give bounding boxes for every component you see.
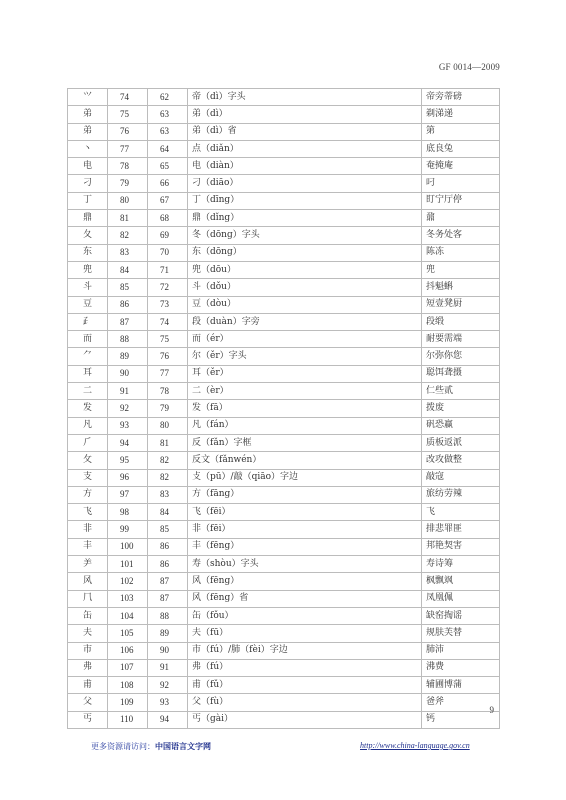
cell-component: ⺪ bbox=[68, 313, 108, 330]
cell-name: 父（fù） bbox=[188, 694, 422, 711]
cell-seq: 94 bbox=[108, 434, 148, 451]
cell-component: 夂 bbox=[68, 227, 108, 244]
cell-seq: 102 bbox=[108, 573, 148, 590]
cell-component: 发 bbox=[68, 400, 108, 417]
cell-name: 弟（dì） bbox=[188, 106, 422, 123]
table-row bbox=[68, 296, 500, 313]
cell-examples: 帝旁蒂磅 bbox=[422, 89, 500, 106]
cell-seq: 83 bbox=[108, 244, 148, 261]
cell-name: 刁（diāo） bbox=[188, 175, 422, 192]
cell-name: 段（duàn）字旁 bbox=[188, 313, 422, 330]
cell-seq: 81 bbox=[108, 210, 148, 227]
cell-group: 92 bbox=[148, 677, 188, 694]
cell-name: 而（ér） bbox=[188, 331, 422, 348]
cell-component: 甫 bbox=[68, 677, 108, 694]
cell-examples: 沸费 bbox=[422, 659, 500, 676]
cell-component: 市 bbox=[68, 642, 108, 659]
table-row bbox=[68, 210, 500, 227]
cell-name: 豆（dòu） bbox=[188, 296, 422, 313]
table-row bbox=[68, 434, 500, 451]
cell-group: 66 bbox=[148, 175, 188, 192]
cell-seq: 75 bbox=[108, 106, 148, 123]
cell-seq: 93 bbox=[108, 417, 148, 434]
table-row bbox=[68, 469, 500, 486]
cell-examples: 凤凰佩 bbox=[422, 590, 500, 607]
cell-examples: 耐要需端 bbox=[422, 331, 500, 348]
cell-component: 飞 bbox=[68, 504, 108, 521]
table-row bbox=[68, 365, 500, 382]
table-row bbox=[68, 279, 500, 296]
cell-name: 兜（dōu） bbox=[188, 261, 422, 278]
cell-seq: 106 bbox=[108, 642, 148, 659]
cell-seq: 97 bbox=[108, 486, 148, 503]
cell-seq: 89 bbox=[108, 348, 148, 365]
cell-group: 89 bbox=[148, 625, 188, 642]
cell-seq: 86 bbox=[108, 296, 148, 313]
cell-name: 耳（ěr） bbox=[188, 365, 422, 382]
cell-examples: 盯宁厅停 bbox=[422, 192, 500, 209]
page-number: 9 bbox=[489, 705, 494, 715]
footer-prefix: 更多资源请访问： bbox=[91, 742, 155, 751]
cell-seq: 82 bbox=[108, 227, 148, 244]
cell-examples: 底良兔 bbox=[422, 140, 500, 157]
cell-name: 反（fǎn）字框 bbox=[188, 434, 422, 451]
cell-component: ⺈ bbox=[68, 348, 108, 365]
cell-name: 飞（fēi） bbox=[188, 504, 422, 521]
cell-seq: 87 bbox=[108, 313, 148, 330]
cell-seq: 104 bbox=[108, 607, 148, 624]
table-row bbox=[68, 400, 500, 417]
table-row bbox=[68, 504, 500, 521]
cell-component: 二 bbox=[68, 383, 108, 400]
cell-group: 73 bbox=[148, 296, 188, 313]
cell-examples: 冬务处客 bbox=[422, 227, 500, 244]
cell-group: 82 bbox=[148, 452, 188, 469]
table-row bbox=[68, 89, 500, 106]
cell-examples: 段缎 bbox=[422, 313, 500, 330]
cell-examples: 寿诗筹 bbox=[422, 556, 500, 573]
table-row bbox=[68, 331, 500, 348]
cell-examples: 旅纺劳辣 bbox=[422, 486, 500, 503]
cell-examples: 仁些贰 bbox=[422, 383, 500, 400]
cell-name: 丁（dīng） bbox=[188, 192, 422, 209]
cell-group: 80 bbox=[148, 417, 188, 434]
table-row bbox=[68, 140, 500, 157]
table-row bbox=[68, 521, 500, 538]
cell-component: ⺍ bbox=[68, 89, 108, 106]
cell-name: 东（dōng） bbox=[188, 244, 422, 261]
cell-seq: 79 bbox=[108, 175, 148, 192]
cell-component: 耳 bbox=[68, 365, 108, 382]
cell-group: 79 bbox=[148, 400, 188, 417]
cell-group: 63 bbox=[148, 106, 188, 123]
cell-group: 86 bbox=[148, 538, 188, 555]
table-row bbox=[68, 677, 500, 694]
cell-name: 二（èr） bbox=[188, 383, 422, 400]
cell-examples: 枫飘飒 bbox=[422, 573, 500, 590]
cell-name: 甫（fǔ） bbox=[188, 677, 422, 694]
cell-examples: 第 bbox=[422, 123, 500, 140]
component-table bbox=[67, 88, 500, 729]
cell-examples: 辅圃博蒲 bbox=[422, 677, 500, 694]
table-row bbox=[68, 694, 500, 711]
table-row bbox=[68, 123, 500, 140]
cell-seq: 88 bbox=[108, 331, 148, 348]
cell-component: 夫 bbox=[68, 625, 108, 642]
cell-name: 反文（fǎnwén） bbox=[188, 452, 422, 469]
document-code: GF 0014—2009 bbox=[438, 62, 500, 72]
cell-examples: 排悲罪匪 bbox=[422, 521, 500, 538]
cell-group: 86 bbox=[148, 556, 188, 573]
cell-name: 凡（fán） bbox=[188, 417, 422, 434]
cell-examples: 敲寇 bbox=[422, 469, 500, 486]
cell-component: 丐 bbox=[68, 711, 108, 728]
cell-examples: 尔弥你您 bbox=[422, 348, 500, 365]
cell-group: 75 bbox=[148, 331, 188, 348]
cell-name: 非（fēi） bbox=[188, 521, 422, 538]
cell-seq: 105 bbox=[108, 625, 148, 642]
cell-examples: 爸斧 bbox=[422, 694, 500, 711]
cell-component: 支 bbox=[68, 469, 108, 486]
cell-seq: 95 bbox=[108, 452, 148, 469]
cell-group: 63 bbox=[148, 123, 188, 140]
cell-seq: 80 bbox=[108, 192, 148, 209]
cell-seq: 103 bbox=[108, 590, 148, 607]
cell-group: 71 bbox=[148, 261, 188, 278]
table-row bbox=[68, 642, 500, 659]
cell-component: 攵 bbox=[68, 452, 108, 469]
cell-component: 电 bbox=[68, 158, 108, 175]
cell-examples: 缺窑掏谣 bbox=[422, 607, 500, 624]
cell-seq: 74 bbox=[108, 89, 148, 106]
cell-component: 丁 bbox=[68, 192, 108, 209]
table-row bbox=[68, 573, 500, 590]
cell-group: 84 bbox=[148, 504, 188, 521]
cell-group: 87 bbox=[148, 573, 188, 590]
cell-component: 非 bbox=[68, 521, 108, 538]
cell-seq: 100 bbox=[108, 538, 148, 555]
cell-name: 缶（fǒu） bbox=[188, 607, 422, 624]
cell-name: 尔（ěr）字头 bbox=[188, 348, 422, 365]
cell-group: 77 bbox=[148, 365, 188, 382]
cell-seq: 109 bbox=[108, 694, 148, 711]
cell-component: 弟 bbox=[68, 106, 108, 123]
footer-resource-note bbox=[91, 741, 211, 752]
cell-seq: 76 bbox=[108, 123, 148, 140]
cell-examples: 钙 bbox=[422, 711, 500, 728]
cell-examples: 聪饵聋摄 bbox=[422, 365, 500, 382]
cell-name: 丰（fēng） bbox=[188, 538, 422, 555]
cell-seq: 91 bbox=[108, 383, 148, 400]
cell-name: 风（fēng） bbox=[188, 573, 422, 590]
cell-group: 83 bbox=[148, 486, 188, 503]
cell-examples: 矾恐赢 bbox=[422, 417, 500, 434]
cell-seq: 98 bbox=[108, 504, 148, 521]
cell-examples: 规肤芙替 bbox=[422, 625, 500, 642]
cell-group: 69 bbox=[148, 227, 188, 244]
cell-examples: 飞 bbox=[422, 504, 500, 521]
cell-examples: 奄掩庵 bbox=[422, 158, 500, 175]
table-row bbox=[68, 590, 500, 607]
cell-group: 91 bbox=[148, 659, 188, 676]
cell-group: 90 bbox=[148, 642, 188, 659]
cell-group: 70 bbox=[148, 244, 188, 261]
table-row bbox=[68, 313, 500, 330]
cell-component: 刁 bbox=[68, 175, 108, 192]
cell-group: 64 bbox=[148, 140, 188, 157]
cell-component: 东 bbox=[68, 244, 108, 261]
cell-group: 88 bbox=[148, 607, 188, 624]
table-row bbox=[68, 556, 500, 573]
cell-seq: 85 bbox=[108, 279, 148, 296]
cell-seq: 90 bbox=[108, 365, 148, 382]
cell-group: 74 bbox=[148, 313, 188, 330]
cell-seq: 108 bbox=[108, 677, 148, 694]
table-row bbox=[68, 106, 500, 123]
cell-name: 冬（dōng）字头 bbox=[188, 227, 422, 244]
cell-examples: 质板返派 bbox=[422, 434, 500, 451]
footer-url-link[interactable]: http://www.china-language.gov.cn bbox=[360, 741, 470, 750]
cell-name: 点（diǎn） bbox=[188, 140, 422, 157]
cell-seq: 84 bbox=[108, 261, 148, 278]
table-row bbox=[68, 486, 500, 503]
component-table-body bbox=[68, 89, 500, 729]
cell-component: 豆 bbox=[68, 296, 108, 313]
cell-examples: 短壹凳厨 bbox=[422, 296, 500, 313]
cell-examples: 剃涕递 bbox=[422, 106, 500, 123]
table-row bbox=[68, 244, 500, 261]
cell-examples: 抖魁蝌 bbox=[422, 279, 500, 296]
cell-group: 76 bbox=[148, 348, 188, 365]
table-row bbox=[68, 261, 500, 278]
table-row bbox=[68, 192, 500, 209]
cell-name: 弟（dì）省 bbox=[188, 123, 422, 140]
cell-group: 93 bbox=[148, 694, 188, 711]
cell-examples: 邦艳契害 bbox=[422, 538, 500, 555]
cell-seq: 99 bbox=[108, 521, 148, 538]
cell-group: 82 bbox=[148, 469, 188, 486]
cell-name: 电（diàn） bbox=[188, 158, 422, 175]
table-row bbox=[68, 383, 500, 400]
cell-name: 风（fēng）省 bbox=[188, 590, 422, 607]
cell-name: 夫（fū） bbox=[188, 625, 422, 642]
cell-seq: 77 bbox=[108, 140, 148, 157]
footer-site-name[interactable]: 中国语言文字网 bbox=[155, 741, 211, 751]
cell-component: 弟 bbox=[68, 123, 108, 140]
cell-examples: 兜 bbox=[422, 261, 500, 278]
table-row bbox=[68, 711, 500, 728]
cell-seq: 107 bbox=[108, 659, 148, 676]
cell-component: 丰 bbox=[68, 538, 108, 555]
cell-seq: 101 bbox=[108, 556, 148, 573]
cell-group: 62 bbox=[148, 89, 188, 106]
cell-component: 弗 bbox=[68, 659, 108, 676]
cell-component: ⺶ bbox=[68, 556, 108, 573]
cell-name: 市（fú）/肺（fèi）字边 bbox=[188, 642, 422, 659]
cell-component: ⺁ bbox=[68, 434, 108, 451]
table-row bbox=[68, 348, 500, 365]
cell-name: 丐（gài） bbox=[188, 711, 422, 728]
cell-name: 寿（shòu）字头 bbox=[188, 556, 422, 573]
cell-group: 68 bbox=[148, 210, 188, 227]
cell-seq: 78 bbox=[108, 158, 148, 175]
cell-component: 兜 bbox=[68, 261, 108, 278]
cell-group: 67 bbox=[148, 192, 188, 209]
table-row bbox=[68, 538, 500, 555]
cell-group: 78 bbox=[148, 383, 188, 400]
cell-examples: 鼐 bbox=[422, 210, 500, 227]
cell-seq: 110 bbox=[108, 711, 148, 728]
cell-seq: 92 bbox=[108, 400, 148, 417]
cell-group: 81 bbox=[148, 434, 188, 451]
cell-examples: 叼 bbox=[422, 175, 500, 192]
table-row bbox=[68, 452, 500, 469]
cell-examples: 改攻做整 bbox=[422, 452, 500, 469]
cell-examples: 拨废 bbox=[422, 400, 500, 417]
cell-group: 72 bbox=[148, 279, 188, 296]
cell-component: ⺇ bbox=[68, 590, 108, 607]
cell-component: 缶 bbox=[68, 607, 108, 624]
table-row bbox=[68, 659, 500, 676]
cell-seq: 96 bbox=[108, 469, 148, 486]
cell-component: 而 bbox=[68, 331, 108, 348]
table-row bbox=[68, 607, 500, 624]
cell-component: 凡 bbox=[68, 417, 108, 434]
cell-component: 风 bbox=[68, 573, 108, 590]
cell-group: 94 bbox=[148, 711, 188, 728]
cell-component: 方 bbox=[68, 486, 108, 503]
cell-group: 85 bbox=[148, 521, 188, 538]
cell-component: 父 bbox=[68, 694, 108, 711]
cell-group: 87 bbox=[148, 590, 188, 607]
cell-group: 65 bbox=[148, 158, 188, 175]
cell-examples: 肺沛 bbox=[422, 642, 500, 659]
cell-component: 斗 bbox=[68, 279, 108, 296]
cell-name: 攴（pū）/敲（qiāo）字边 bbox=[188, 469, 422, 486]
cell-name: 发（fā） bbox=[188, 400, 422, 417]
cell-name: 帝（dì）字头 bbox=[188, 89, 422, 106]
cell-name: 弗（fú） bbox=[188, 659, 422, 676]
cell-component: 丶 bbox=[68, 140, 108, 157]
cell-name: 鼎（dǐng） bbox=[188, 210, 422, 227]
cell-examples: 陈冻 bbox=[422, 244, 500, 261]
cell-component: 鼎 bbox=[68, 210, 108, 227]
table-row bbox=[68, 625, 500, 642]
cell-name: 斗（dǒu） bbox=[188, 279, 422, 296]
cell-name: 方（fāng） bbox=[188, 486, 422, 503]
table-row bbox=[68, 417, 500, 434]
table-row bbox=[68, 158, 500, 175]
table-row bbox=[68, 227, 500, 244]
table-row bbox=[68, 175, 500, 192]
